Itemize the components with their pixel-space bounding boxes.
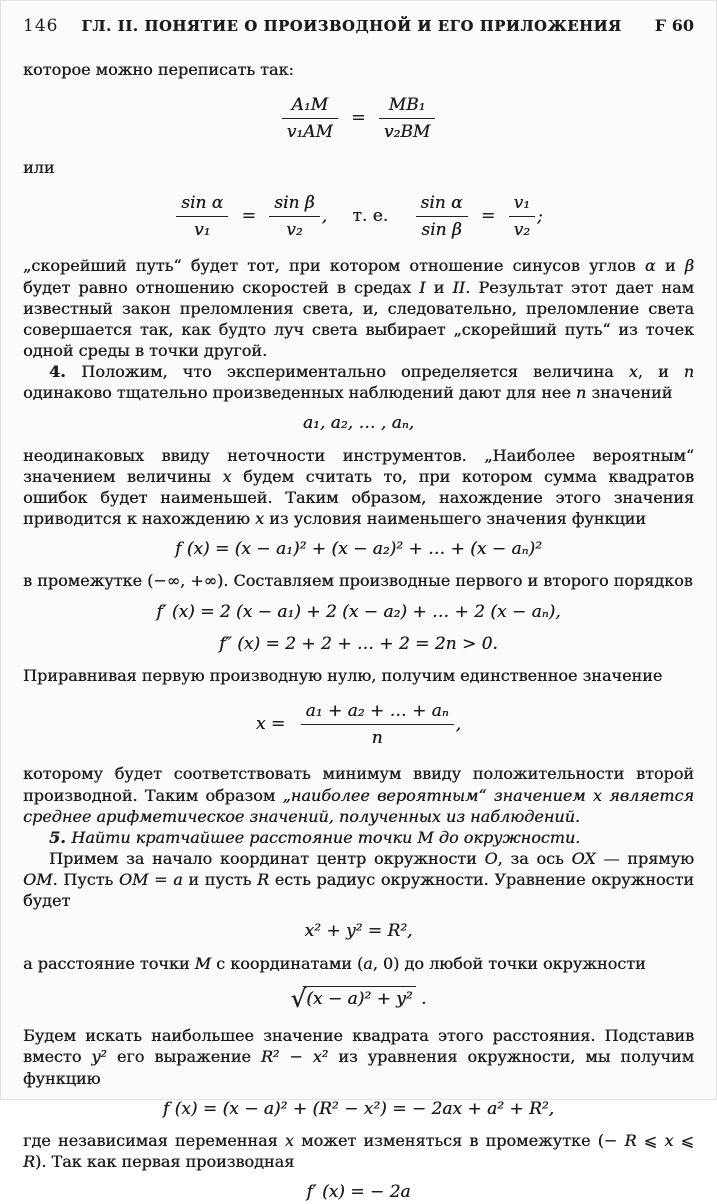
fraction bbox=[507, 192, 537, 242]
formula-circle-equation: x² + y² = R², bbox=[304, 921, 413, 942]
page-number: 146 bbox=[23, 16, 59, 36]
fraction bbox=[174, 192, 230, 242]
equals-sign: = bbox=[351, 107, 366, 128]
formula-path-ratio bbox=[23, 94, 694, 144]
square-root bbox=[290, 983, 421, 1013]
formula-derivative-constant: f′ (x) = − 2a bbox=[306, 1182, 411, 1203]
formula-distance-radical bbox=[23, 983, 694, 1016]
fraction-numerator: MB₁ bbox=[379, 94, 435, 119]
fraction-numerator: v₁ bbox=[509, 192, 535, 217]
paragraph-distance-to-point: а расстояние точки M с координатами (a, 0) до любой точки окружности bbox=[23, 953, 646, 973]
paragraph-minimum-conclusion: которому будет соответствовать минимум ввиду положительности второй производной. Таким образом „наиболее вероятным“ значением x является среднее арифметическое значений, полученных из наблюдений. bbox=[23, 764, 695, 826]
paragraph-variable-range: где независимая переменная x может изменяться в промежутке (− R ⩽ x ⩽ R). Так как первая производная bbox=[23, 1131, 694, 1172]
paragraph-or: или bbox=[23, 158, 55, 178]
paragraph-fastest-path: „скорейший путь“ будет тот, при котором отношение синусов углов α и β будет равно отношению скоростей в средах I и II. Результат этот дает нам известный закон преломления света, и, следовательно, преломление света совершается так, как будто луч света выбирает „скорейший путь“ из точек одной среды в точки другой. bbox=[23, 256, 694, 360]
fraction-numerator: a₁ + a₂ + … + aₙ bbox=[301, 700, 454, 725]
lhs: x = bbox=[255, 714, 286, 735]
fraction bbox=[377, 94, 437, 144]
equals-sign: = bbox=[241, 205, 256, 226]
fraction-denominator: v₁AM bbox=[286, 121, 333, 142]
fraction-numerator: sin α bbox=[176, 192, 228, 217]
paragraph-circle-setup: Примем за начало координат центр окружности O, за ось OX — прямую OM. Пусть OM = a и пусть R есть радиус окружности. Уравнение окружности будет bbox=[23, 848, 695, 911]
paragraph-most-probable: неодинаковых ввиду неточности инструментов. „Наиболее вероятным“ значением величины x будем считать то, при котором сумма квадратов ошибок будет наименьшей. Таким образом, нахождение этого значения приводится к нахождению x из условия наименьшего значения функции bbox=[23, 445, 694, 528]
period: . bbox=[421, 988, 427, 1009]
page-header bbox=[23, 15, 694, 37]
fraction bbox=[299, 700, 456, 750]
comma: , bbox=[321, 206, 328, 227]
equals-sign: = bbox=[480, 205, 496, 226]
fraction-denominator: sin β bbox=[421, 219, 462, 240]
paragraph-problem-4: 4. Положим, что экспериментально определяется величина x, и n одинаково тщательно произведенных наблюдений дают для нее n значений bbox=[23, 361, 695, 403]
formula-first-derivative: f′ (x) = 2 (x − a₁) + 2 (x − a₂) + … + 2 (x − aₙ), bbox=[156, 601, 561, 622]
radicand: (x − a)² + y² bbox=[303, 986, 415, 1010]
paragraph-set-derivative-zero: Приравнивая первую производную нулю, получим единственное значение bbox=[23, 666, 663, 686]
paragraph-problem-5: 5. Найти кратчайшее расстояние точки M до окружности. bbox=[49, 827, 581, 847]
radical-sign: √ bbox=[290, 983, 307, 1013]
fraction-numerator: A₁M bbox=[282, 94, 338, 119]
formula-second-derivative: f″ (x) = 2 + 2 + … + 2 = 2n > 0. bbox=[219, 634, 498, 655]
fraction-numerator: sin β bbox=[269, 192, 319, 217]
fraction-denominator: v₂BM bbox=[383, 121, 431, 142]
paragraph-squared-distance: Будем искать наибольшее значение квадрата этого расстояния. Подставив вместо y² его выражение R² − x² из уравнения окружности, мы получим функцию bbox=[23, 1026, 695, 1088]
fraction-denominator: v₁ bbox=[194, 219, 211, 240]
fraction bbox=[280, 94, 340, 144]
section-marker: Ϝ 60 bbox=[654, 16, 694, 35]
semicolon: ; bbox=[537, 206, 543, 227]
fraction-denominator: v₂ bbox=[513, 219, 531, 240]
fraction bbox=[267, 192, 321, 242]
paragraph-rewrite-intro: которое можно переписать так: bbox=[23, 60, 294, 80]
formula-sum-of-squares: f (x) = (x − a₁)² + (x − a₂)² + … + (x − aₙ)² bbox=[175, 539, 542, 560]
fraction-denominator: v₂ bbox=[286, 219, 303, 240]
paragraph-interval-derivatives: в промежутке (−∞, +∞). Составляем производные первого и второго порядков bbox=[23, 571, 693, 591]
formula-arithmetic-mean bbox=[23, 700, 694, 750]
that-is-label: т. е. bbox=[352, 205, 389, 226]
formula-snell-law bbox=[23, 192, 694, 242]
chapter-title: ГЛ. II. ПОНЯТИЕ О ПРОИЗВОДНОЙ И ЕГО ПРИЛОЖЕНИЯ bbox=[81, 18, 622, 35]
formula-observed-values: a₁, a₂, … , aₙ, bbox=[302, 413, 415, 434]
fraction-numerator: sin α bbox=[416, 192, 468, 217]
comma: , bbox=[455, 714, 462, 735]
formula-distance-squared: f (x) = (x − a)² + (R² − x²) = − 2ax + a² + R², bbox=[162, 1098, 555, 1119]
fraction-denominator: n bbox=[371, 728, 383, 749]
fraction bbox=[414, 192, 470, 242]
